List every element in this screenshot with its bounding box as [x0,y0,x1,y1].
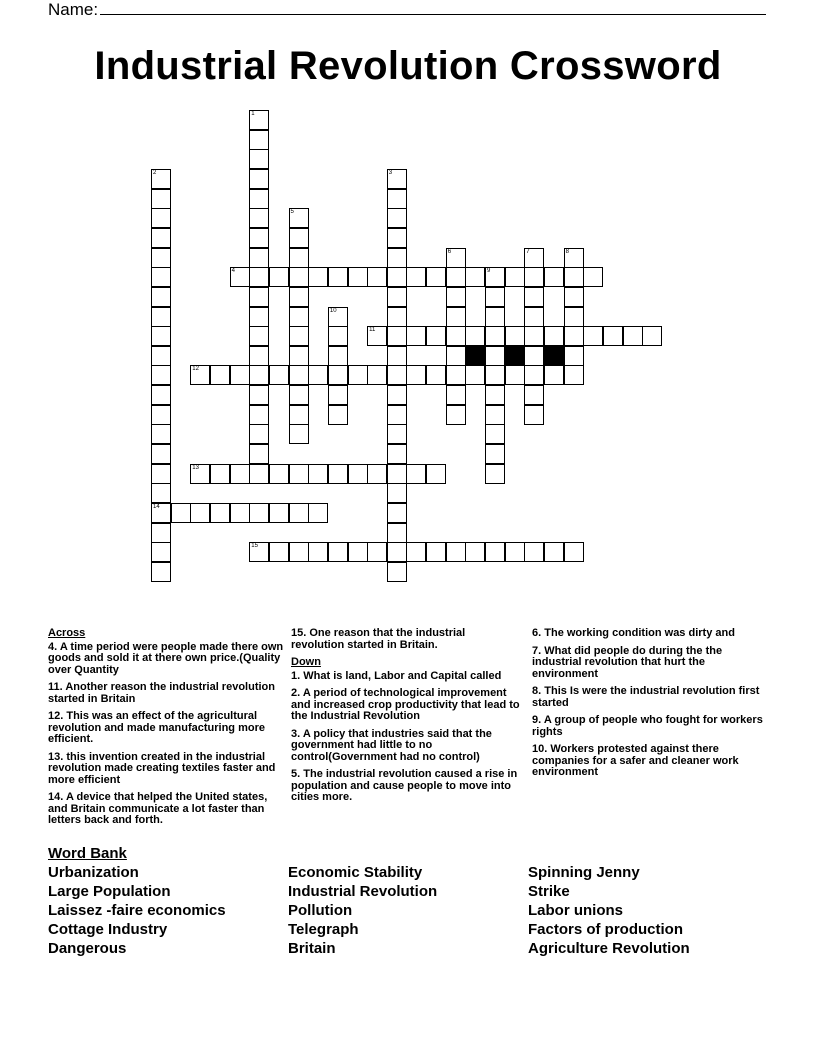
clue-number: 11 [369,327,376,334]
crossword-cell[interactable] [564,326,584,346]
crossword-cell[interactable] [544,326,564,346]
crossword-cell[interactable] [426,464,446,484]
crossword-cell[interactable] [446,405,466,425]
crossword-cell[interactable] [426,542,446,562]
crossword-cell[interactable] [564,267,584,287]
clue-across-14: 14. A device that helped the United states, and Britain communicate a lot faster than letters back and forth. [48,791,268,826]
crossword-cell[interactable] [583,326,603,346]
crossword-cell[interactable] [564,287,584,307]
crossword-cell[interactable] [328,542,348,562]
crossword-cell[interactable] [151,326,171,346]
crossword-cell[interactable] [544,542,564,562]
crossword-cell[interactable] [289,464,309,484]
crossword-cell[interactable] [387,208,407,228]
crossword-cell[interactable] [308,464,328,484]
crossword-cell[interactable] [328,326,348,346]
crossword-cell[interactable] [603,326,623,346]
crossword-cell[interactable] [249,189,269,209]
crossword-cell[interactable] [348,542,368,562]
crossword-cell[interactable] [387,523,407,543]
crossword-cell[interactable] [406,267,426,287]
crossword-cell[interactable] [446,307,466,327]
crossword-cell[interactable] [249,464,269,484]
crossword-cell[interactable] [328,405,348,425]
crossword-cell[interactable] [289,503,309,523]
crossword-cell[interactable] [544,267,564,287]
down-heading: Down [291,656,321,668]
word-bank-item: Laissez -faire economics [48,902,226,919]
word-bank-item: Agriculture Revolution [528,940,690,957]
crossword-cell[interactable] [465,267,485,287]
crossword-cell[interactable] [446,326,466,346]
crossword-cell[interactable] [387,287,407,307]
page-title: Industrial Revolution Crossword [94,44,722,88]
crossword-cell[interactable] [544,365,564,385]
crossword-cell[interactable] [446,365,466,385]
crossword-cell[interactable] [151,208,171,228]
crossword-cell[interactable] [249,405,269,425]
crossword-cell[interactable] [289,385,309,405]
crossword-cell[interactable] [151,523,171,543]
crossword-cell[interactable] [308,365,328,385]
crossword-cell[interactable] [151,405,171,425]
clue-number: 7 [526,248,530,255]
crossword-cell[interactable] [151,464,171,484]
crossword-cell[interactable] [367,365,387,385]
crossword-cell[interactable] [348,464,368,484]
crossword-cell[interactable] [249,130,269,150]
crossword-cell[interactable] [485,307,505,327]
crossword-cell[interactable] [249,385,269,405]
crossword-cell[interactable] [190,464,210,484]
crossword-cell[interactable] [151,307,171,327]
crossword-cell[interactable] [151,169,171,189]
crossword-cell[interactable] [289,424,309,444]
crossword-cell[interactable] [249,444,269,464]
crossword-cell[interactable] [623,326,643,346]
crossword-cell[interactable] [406,365,426,385]
crossword-cell[interactable] [249,248,269,268]
crossword-cell[interactable] [505,326,525,346]
crossword-cell[interactable] [387,542,407,562]
crossword-cell[interactable] [524,267,544,287]
word-bank-column-1 [48,863,226,958]
word-bank-column-2 [288,863,437,958]
crossword-cell[interactable] [289,248,309,268]
clues-column-3 [532,628,772,785]
clue-down-9: 9. A group of people who fought for workers rights [532,714,763,738]
word-bank-item: Dangerous [48,940,127,957]
clue-number: 15 [251,543,258,550]
crossword-cell[interactable] [151,385,171,405]
clue-down-8: 8. This Is were the industrial revolution first started [532,685,760,709]
crossword-cell[interactable] [387,267,407,287]
crossword-cell[interactable] [249,287,269,307]
crossword-cell[interactable] [289,542,309,562]
crossword-cell[interactable] [269,542,289,562]
clue-number: 4 [231,268,235,275]
crossword-cell[interactable] [564,307,584,327]
across-heading: Across [48,627,86,639]
clue-down-2: 2. A period of technological improvement and increased crop productivity that lead to the Industrial Revolution [291,687,520,722]
crossword-cell[interactable] [269,464,289,484]
crossword-cell[interactable] [230,267,250,287]
crossword-cell[interactable] [171,503,191,523]
crossword-cell[interactable] [387,424,407,444]
black-square [465,346,485,366]
clue-across-11: 11. Another reason the industrial revolution started in Britain [48,681,275,705]
crossword-cell[interactable] [151,228,171,248]
crossword-cell[interactable] [151,503,171,523]
crossword-cell[interactable] [465,365,485,385]
crossword-cell[interactable] [485,326,505,346]
crossword-cell[interactable] [485,424,505,444]
crossword-cell[interactable] [269,503,289,523]
crossword-cell[interactable] [505,365,525,385]
word-bank-item: Large Population [48,883,171,900]
crossword-cell[interactable] [151,424,171,444]
word-bank-item: Britain [288,940,336,957]
crossword-cell[interactable] [465,542,485,562]
crossword-cell[interactable] [465,326,485,346]
crossword-cell[interactable] [387,503,407,523]
crossword-cell[interactable] [151,189,171,209]
crossword-cell[interactable] [406,464,426,484]
crossword-cell[interactable] [485,444,505,464]
crossword-cell[interactable] [524,542,544,562]
crossword-cell[interactable] [524,365,544,385]
crossword-cell[interactable] [406,326,426,346]
crossword-cell[interactable] [505,542,525,562]
crossword-cell[interactable] [387,385,407,405]
clue-number: 8 [565,248,569,255]
crossword-cell[interactable] [151,444,171,464]
crossword-cell[interactable] [289,267,309,287]
crossword-cell[interactable] [387,562,407,582]
crossword-cell[interactable] [485,346,505,366]
clue-number: 1 [251,111,255,117]
crossword-cell[interactable] [446,542,466,562]
crossword-cell[interactable] [151,562,171,582]
crossword-cell[interactable] [190,503,210,523]
word-bank-item: Economic Stability [288,864,423,881]
crossword-cell[interactable] [485,287,505,307]
crossword-cell[interactable] [151,365,171,385]
crossword-cell[interactable] [210,464,230,484]
crossword-cell[interactable] [210,503,230,523]
crossword-cell[interactable] [151,287,171,307]
crossword-cell[interactable] [485,405,505,425]
crossword-cell[interactable] [387,326,407,346]
crossword-cell[interactable] [367,464,387,484]
crossword-cell[interactable] [348,267,368,287]
crossword-cell[interactable] [249,307,269,327]
crossword-cell[interactable] [230,365,250,385]
crossword-cell[interactable] [524,346,544,366]
crossword-cell[interactable] [151,542,171,562]
crossword-cell[interactable] [249,169,269,189]
crossword-cell[interactable] [230,464,250,484]
crossword-cell[interactable] [249,208,269,228]
clue-down-5: 5. The industrial revolution caused a rise in population and cause people to move into cities more. [291,768,518,803]
crossword-cell[interactable] [308,542,328,562]
crossword-cell[interactable] [328,307,348,327]
crossword-cell[interactable] [387,464,407,484]
crossword-cell[interactable] [426,326,446,346]
crossword-cell[interactable] [485,464,505,484]
clue-down-6: 6. The working condition was dirty and [532,627,735,639]
crossword-cell[interactable] [505,267,525,287]
crossword-cell[interactable] [387,248,407,268]
clue-number: 6 [447,248,452,255]
crossword-cell[interactable] [564,365,584,385]
crossword-cell[interactable] [249,346,269,366]
crossword-cell[interactable] [249,149,269,169]
crossword-cell[interactable] [367,542,387,562]
crossword-cell[interactable] [151,267,171,287]
crossword-cell[interactable] [328,267,348,287]
clues-column-1 [48,628,286,833]
word-bank-item: Pollution [288,902,353,919]
word-bank-item: Urbanization [48,864,139,881]
clue-number: 9 [487,268,491,275]
crossword-cell[interactable] [328,346,348,366]
clue-number: 5 [290,209,294,216]
crossword-cell[interactable] [426,365,446,385]
clue-across-15: 15. One reason that the industrial revolution started in Britain. [291,627,466,651]
word-bank-title: Word Bank [48,845,127,862]
name-label: Name: [48,0,99,19]
crossword-cell[interactable] [367,326,387,346]
clue-down-10: 10. Workers protested against there companies for a safer and cleaner work environment [532,743,739,778]
crossword-cell[interactable] [367,267,387,287]
crossword-cell[interactable] [151,248,171,268]
crossword-cell[interactable] [524,307,544,327]
crossword-cell[interactable] [387,346,407,366]
clue-across-12: 12. This was an effect of the agricultural revolution and made manufacturing more efficient. [48,710,265,745]
crossword-cell[interactable] [387,169,407,189]
crossword-cell[interactable] [249,228,269,248]
crossword-cell[interactable] [387,228,407,248]
clue-down-3: 3. A policy that industries said that the government had little to no control(Government had no control) [291,727,492,763]
crossword-cell[interactable] [387,189,407,209]
crossword-cell[interactable] [642,326,662,346]
crossword-cell[interactable] [289,365,309,385]
black-square [505,346,525,366]
crossword-cell[interactable] [289,287,309,307]
clue-down-1: 1. What is land, Labor and Capital called [291,669,502,682]
word-bank-item: Spinning Jenny [528,864,640,881]
crossword-cell[interactable] [524,326,544,346]
crossword-cell[interactable] [190,365,210,385]
crossword-cell[interactable] [308,267,328,287]
clue-number: 10 [329,307,337,314]
clue-number: 14 [153,504,160,510]
crossword-cell[interactable] [249,267,269,287]
word-bank-item: Telegraph [288,921,359,938]
crossword-cell[interactable] [249,110,269,130]
crossword-cell[interactable] [328,385,348,405]
crossword-cell[interactable] [289,405,309,425]
crossword-cell[interactable] [249,503,269,523]
crossword-cell[interactable] [446,385,466,405]
crossword-cell[interactable] [249,326,269,346]
crossword-cell[interactable] [387,307,407,327]
crossword-cell[interactable] [446,248,466,268]
clue-across-13: 13. this invention created in the industrial revolution made creating textiles faster and more efficient [48,750,276,786]
crossword-cell[interactable] [583,267,603,287]
crossword-cell[interactable] [348,365,368,385]
crossword-cell[interactable] [387,483,407,503]
crossword-cell[interactable] [210,365,230,385]
crossword-cell[interactable] [485,542,505,562]
crossword-cell[interactable] [151,483,171,503]
crossword-cell[interactable] [446,287,466,307]
black-square [544,346,564,366]
crossword-cell[interactable] [151,346,171,366]
crossword-cell[interactable] [308,503,328,523]
clue-number: 2 [153,169,157,176]
crossword-cell[interactable] [406,542,426,562]
crossword-cell[interactable] [269,365,289,385]
crossword-cell[interactable] [524,385,544,405]
crossword-cell[interactable] [564,248,584,268]
crossword-cell[interactable] [249,365,269,385]
clue-across-4: 4. A time period were people made there own goods and sold it at there own price.(Quality over Quantity [48,640,284,676]
crossword-cell[interactable] [387,444,407,464]
crossword-cell[interactable] [485,267,505,287]
crossword-cell[interactable] [564,542,584,562]
crossword-cell[interactable] [387,365,407,385]
word-bank-item: Factors of production [528,921,683,938]
word-bank-item: Labor unions [528,902,623,919]
crossword-cell[interactable] [328,365,348,385]
clue-number: 13 [192,464,199,471]
word-bank-item: Industrial Revolution [288,883,438,900]
crossword-cell[interactable] [289,307,309,327]
crossword-cell[interactable] [564,346,584,366]
crossword-cell[interactable] [485,385,505,405]
crossword-cell[interactable] [289,326,309,346]
clue-down-7: 7. What did people do during the the industrial revolution that hurt the environment [532,644,723,680]
crossword-cell[interactable] [524,287,544,307]
crossword-cell[interactable] [289,208,309,228]
crossword-cell[interactable] [485,365,505,385]
clue-number: 12 [192,366,199,373]
clues-column-2 [291,628,521,810]
crossword-cell[interactable] [230,503,250,523]
crossword-cell[interactable] [289,228,309,248]
crossword-cell[interactable] [446,267,466,287]
crossword-cell[interactable] [249,542,269,562]
crossword-cell[interactable] [524,405,544,425]
crossword-cell[interactable] [249,424,269,444]
crossword-cell[interactable] [387,405,407,425]
crossword-cell[interactable] [289,346,309,366]
crossword-cell[interactable] [328,464,348,484]
crossword-cell[interactable] [426,267,446,287]
crossword-cell[interactable] [524,248,544,268]
word-bank-item: Cottage Industry [48,921,168,938]
word-bank-column-3 [528,863,690,958]
crossword-cell[interactable] [269,267,289,287]
crossword-cell[interactable] [446,346,466,366]
clue-number: 3 [388,169,393,176]
word-bank-item: Strike [528,883,570,900]
